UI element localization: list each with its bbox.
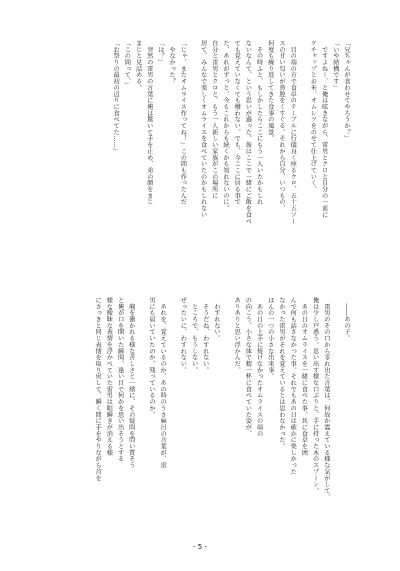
text-line: まじと見詰める。 [134,40,142,91]
upper-text-block [52,40,352,272]
text-line: あの日の上手に焼けなかったオムライスの端の [255,297,263,437]
text-line: ても覚えていなくても構わない。でも、今ここに居る事で [233,40,241,206]
text-line: ところで、もうしない。 [190,297,198,374]
text-line: 胸を衝かれる様な苦しさと一緒に、その疑問を問い質そう [127,297,135,469]
text-line: ぜったいに、わすれない。 [179,297,187,374]
text-line: 何度も繰り返してきた食事の風景。 [266,40,274,142]
text-line: 自分と雷男とクロと、もう一人新しい家族がこの場所に [210,40,218,199]
text-line: 「じゃ、またオムライス作ってね！」この間も作ったんだ [179,40,187,206]
text-line: の向こう、小さな体で精一杯に食べていた姿が、 [244,297,252,437]
text-line: ですよねー、と俺は呟きながら、雷男とクロと自分の一皿に [320,40,328,218]
paragraph-gap [188,40,197,272]
text-line: ケチャップとお米、オムレツをのせて仕上げていく。 [309,40,317,193]
paragraph-gap [332,297,341,535]
text-line: 「いや結構です」 [331,40,339,91]
text-line: あれを、覚えているのか。あの時のうさ麻呂の言葉が、雷 [159,297,167,469]
text-line: ないなんて、という思いが過った。彼はここで一緒にご飯を食べ [244,40,252,225]
paragraph-gap [298,40,307,272]
paragraph-gap [222,297,231,535]
text-line: ほんの一つの小さな出来事。 [266,297,274,380]
text-line: やなかった？ [168,40,176,85]
text-line: 突然の雷男の言葉に俺は驚いて手を止め、弟の顔をまじ [145,40,153,206]
text-line: んで何も話さなかった事。それでもあの日は確かに楽しかった [289,297,297,475]
paragraph-gap [168,297,177,535]
text-line: なかった雷男がそれを覚えているとは思わなかった。 [277,297,285,450]
text-line: 目の端の方で食卓のテーブルに行儀良く座るクロ、五十五ソー [289,40,297,225]
text-line: ――あの子。 [343,297,350,342]
text-line: ありありと思い浮かんだ。 [233,297,241,374]
text-line: 「兄ちゃんが食わせてやろうか？」 [343,40,350,142]
text-line: あの日のオムライスを一緒に食べた事。共に食卓を囲 [300,297,308,456]
text-line: 男にも届いていたのか。残っているのか。 [147,297,155,418]
text-line: 様な曖昧な表情を浮かべていた雷男は眼瞬きが消える様 [105,297,113,456]
text-line: スの甘い匂いが鼻腔をくすぐる。それから自分、いつもの、 [277,40,285,212]
text-line: 「この間って、」 [123,40,131,88]
text-line: 雷男のその口から零れ出た言葉は、何故か震えている様な気がして、 [322,297,330,501]
text-line: 「は？」 [156,40,164,66]
text-line: と俺が口を開いた瞬間、逢い目で何かを思い出そうとする [116,297,124,463]
text-line: にさっきと同じ表情を取り戻して、瞬く間に手をやりながら首を [94,297,102,482]
text-line: 俺は少し戸惑う。思い出す様な口ぶりと、手に持った木のスプーン。 [311,297,319,494]
text-line: その時ふと、もしかしたらここにもう一人いたかもしれ [255,40,263,206]
page-number: - 5 - [193,543,207,551]
paragraph-gap [137,297,146,535]
text-line: 居て、みんなで楽しくオムライスを食べていたのかもしれない [199,40,207,218]
lower-text-block [52,297,352,535]
text-line: そうだね、わすれない。 [201,297,209,374]
text-line: わすれない。 [212,297,220,342]
text-line: た、あれがずっと、今もこれからも続くかも知れないのに。 [221,40,229,212]
text-line: 「お祭りの最初の辺りに食べてた……」 [112,40,120,155]
